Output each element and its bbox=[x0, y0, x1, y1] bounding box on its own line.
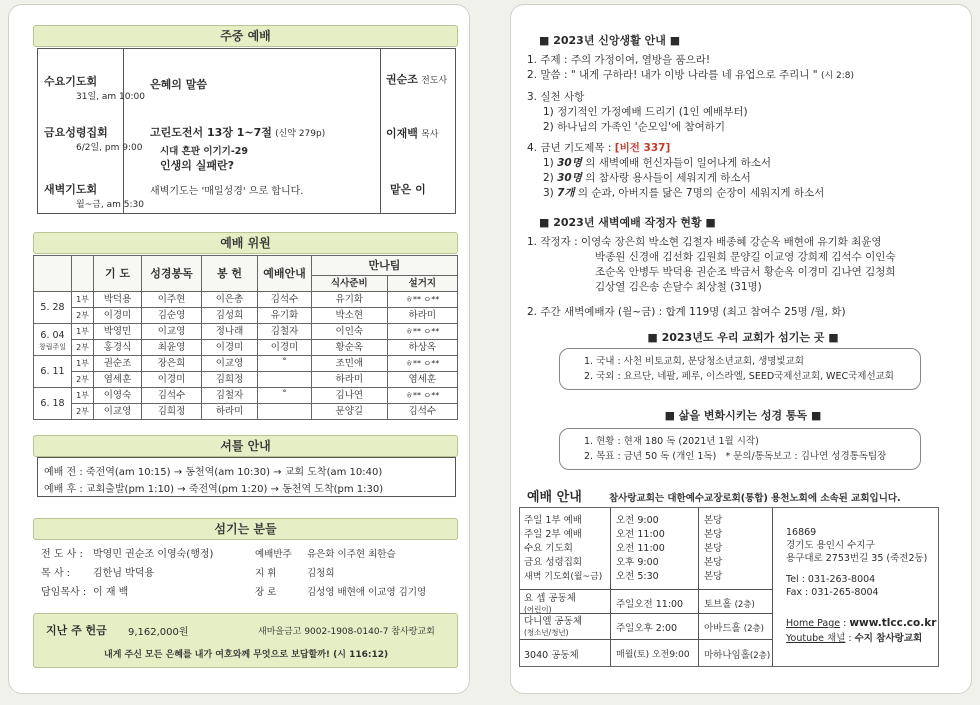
role-date: 6. 11 bbox=[40, 366, 65, 377]
conductor-name: 김청희 bbox=[307, 568, 335, 579]
role-reading: 최윤영 bbox=[142, 340, 202, 356]
fri-scripture-page: (신약 279p) bbox=[275, 129, 326, 139]
role-prayer: 박덕용 bbox=[94, 292, 142, 308]
service-name: 수요 기도회 bbox=[524, 543, 573, 554]
pastor-names: 김한님 박덕용 bbox=[93, 568, 155, 579]
offering-verse: 내게 주신 모든 은혜를 내가 여호와께 무엇으로 보답할까! (시 116:12) bbox=[104, 650, 389, 660]
group3040-name: 3040 공동체 bbox=[524, 650, 579, 661]
address-line-2: 용구대로 2753번길 35 (죽전2동) bbox=[786, 553, 928, 564]
offering-account: 새마을금고 9002-1908-0140-7 참사랑교회 bbox=[258, 627, 435, 637]
role-part: 1부 bbox=[72, 324, 94, 340]
kids-name: 요 셉 공동체 bbox=[524, 593, 576, 604]
roles-row bbox=[34, 372, 458, 388]
zip-code: 16869 bbox=[786, 527, 817, 538]
faith-practice-2: 2) 하나님의 가족인 '순모임'에 참여하기 bbox=[543, 121, 726, 133]
role-dish: 하라미 bbox=[387, 308, 457, 324]
service-name: 주일 1부 예배 bbox=[524, 515, 582, 526]
service-time: 오전 9:00 bbox=[616, 515, 659, 526]
church-address bbox=[786, 526, 927, 599]
role-date-cell bbox=[34, 324, 72, 356]
worship-info-title: 예배 안내 bbox=[527, 490, 582, 505]
role-guide: ˚ bbox=[258, 388, 312, 404]
role-part: 2부 bbox=[72, 308, 94, 324]
role-dish: 하상옥 bbox=[387, 340, 457, 356]
service-time: 오전 11:00 bbox=[616, 543, 665, 554]
shuttle-before-c: 교회 도착(am 10:40) bbox=[284, 467, 383, 478]
offering-amount: 9,162,000원 bbox=[128, 627, 189, 638]
conductor-label: 지 휘 bbox=[255, 568, 277, 579]
role-guide: 김철자 bbox=[258, 324, 312, 340]
role-date-cell bbox=[34, 388, 72, 420]
role-meal: 하라미 bbox=[312, 372, 388, 388]
role-reading: 장은희 bbox=[142, 356, 202, 372]
kids-floor: (2층) bbox=[734, 600, 755, 610]
faith-guide-title: ■ 2023년 신앙생활 안내 ■ bbox=[539, 34, 681, 47]
mission-box bbox=[559, 348, 921, 390]
prayer-3-text: 의 순과, 아버지를 닮은 7명의 순장이 세워지게 하소서 bbox=[577, 187, 825, 199]
servants-title: 섬기는 분들 bbox=[214, 522, 277, 536]
role-reading: 김석수 bbox=[142, 388, 202, 404]
role-offering: 김성희 bbox=[202, 308, 258, 324]
role-part: 1부 bbox=[72, 292, 94, 308]
role-prayer: 권순조 bbox=[94, 356, 142, 372]
wed-sermon-title: 은혜의 말씀 bbox=[150, 78, 207, 91]
left-page bbox=[8, 4, 470, 694]
col-prayer: 기 도 bbox=[94, 256, 142, 292]
prayer-3-num: 3) bbox=[543, 187, 554, 199]
role-dish: 염세훈 bbox=[387, 372, 457, 388]
bible-title: ■ 삶을 변화시키는 성경 통독 ■ bbox=[664, 409, 822, 422]
service-place: 본당 bbox=[704, 571, 723, 582]
accompanist-label: 예배반주 bbox=[255, 549, 292, 560]
role-date-cell bbox=[34, 292, 72, 324]
worship-info-box bbox=[519, 507, 939, 667]
roles-row bbox=[34, 340, 458, 356]
role-meal: 박소현 bbox=[312, 308, 388, 324]
arrow-icon: → bbox=[177, 484, 186, 495]
dawn-leader: 맡은 이 bbox=[390, 183, 426, 196]
role-guide: 김석수 bbox=[258, 292, 312, 308]
role-reading: 이교영 bbox=[142, 324, 202, 340]
service-row bbox=[524, 556, 770, 570]
group3040-floor: (2층) bbox=[749, 651, 771, 661]
role-offering: 김철자 bbox=[202, 388, 258, 404]
role-date-cell bbox=[34, 356, 72, 388]
right-page bbox=[510, 4, 972, 694]
role-date-note: 창립주일 bbox=[38, 343, 67, 351]
dawn-pledge-line-1: 이영숙 장은희 박소현 김철자 배종혜 강순옥 배현애 유기화 최윤영 bbox=[581, 236, 882, 248]
service-time: 오전 11:00 bbox=[616, 529, 665, 540]
role-meal: 이인숙 bbox=[312, 324, 388, 340]
arrow-icon: → bbox=[173, 467, 183, 478]
youtube-label: Youtube 채널 bbox=[786, 633, 846, 644]
kids-sub: (어린이) bbox=[524, 605, 552, 614]
dawn-pledge-line-4: 김상열 김은송 손달수 최상철 (31명) bbox=[595, 281, 762, 293]
shuttle-after-a: 교회출발(pm 1:10) bbox=[85, 484, 175, 495]
dawn-pledge-label: 1. 작정자 : bbox=[527, 236, 578, 248]
role-reading: 김희정 bbox=[142, 404, 202, 420]
service-row bbox=[524, 514, 770, 528]
shuttle-after-c: 동천역 도착(pm 1:30) bbox=[282, 484, 384, 495]
role-guide: 유기화 bbox=[258, 308, 312, 324]
role-date: 6. 18 bbox=[40, 398, 65, 409]
service-rows bbox=[524, 514, 770, 584]
mission-overseas: 2. 국외 : 요르단, 네팔, 페루, 이스라엘, SEED국제선교회, WEC국제선교회 bbox=[584, 371, 894, 382]
wed-service-time: 31일, am 10:00 bbox=[76, 92, 145, 102]
bible-box bbox=[559, 428, 921, 470]
fri-service-name: 금요성령집회 bbox=[44, 126, 108, 139]
service-row bbox=[524, 570, 770, 584]
homepage-link[interactable]: www.tlcc.co.kr bbox=[849, 617, 937, 629]
service-place: 본당 bbox=[704, 515, 723, 526]
role-meal: 김나연 bbox=[312, 388, 388, 404]
bible-goal: 2. 목표 : 금년 50 독 (개인 1독) bbox=[584, 451, 717, 462]
shuttle-box bbox=[37, 457, 456, 497]
role-guide bbox=[258, 404, 312, 420]
shuttle-before-b: 동천역(am 10:30) bbox=[185, 467, 270, 478]
role-offering: 이은총 bbox=[202, 292, 258, 308]
senior-pastor-label: 담임목사 : bbox=[41, 587, 87, 598]
col-reading: 성경봉독 bbox=[142, 256, 202, 292]
fri-preacher-role: 목사 bbox=[421, 130, 439, 140]
role-prayer: 박영민 bbox=[94, 324, 142, 340]
faith-vision-tag: [비전 337] bbox=[614, 142, 671, 154]
kids-time: 주일오전 11:00 bbox=[616, 599, 684, 610]
pastor-assist-names: 박영민 권순조 이영숙(행정) bbox=[93, 549, 214, 560]
faith-verse-ref: (시 2:8) bbox=[820, 71, 855, 81]
faith-theme: 1. 주제 : 주의 가정이여, 열방을 품으라! bbox=[527, 54, 711, 66]
elder-names: 김성영 배현애 이교영 김기영 bbox=[307, 587, 427, 598]
shuttle-after-b: 죽전역(pm 1:20) bbox=[188, 484, 268, 495]
faith-prayer-label: 4. 금년 기도제목 : bbox=[527, 142, 612, 154]
service-row bbox=[524, 528, 770, 542]
col-manna: 만나팀 bbox=[312, 256, 458, 276]
role-date: 6. 04 bbox=[40, 330, 65, 341]
dawn-note: 새벽기도는 '매일성경' 으로 합니다. bbox=[150, 186, 304, 197]
role-guide bbox=[258, 372, 312, 388]
youtube-link[interactable]: 수지 참사랑교회 bbox=[854, 633, 923, 644]
dawn-weekly-stats: 2. 주간 새벽예배자 (월~금) : 합계 119명 (최고 참여수 25명 /월, 화) bbox=[527, 306, 846, 318]
role-guide: 이경미 bbox=[258, 340, 312, 356]
weekly-worship-header bbox=[33, 25, 458, 47]
role-meal: 황순옥 bbox=[312, 340, 388, 356]
shuttle-title: 셔틀 안내 bbox=[220, 439, 271, 453]
servants-right bbox=[255, 545, 426, 602]
shuttle-before-label: 예배 전 : bbox=[44, 467, 83, 478]
prayer-2-count: 30명 bbox=[557, 172, 582, 184]
role-prayer: 이교영 bbox=[94, 404, 142, 420]
role-part: 2부 bbox=[72, 340, 94, 356]
role-prayer: 이영숙 bbox=[94, 388, 142, 404]
dawn-service-name: 새벽기도회 bbox=[44, 183, 98, 196]
role-dish: ㅎ** ㅇ** bbox=[387, 324, 457, 340]
mission-domestic: 1. 국내 : 사천 비토교회, 분당청소년교회, 생명빛교회 bbox=[584, 356, 804, 367]
prayer-3-count: 7개 bbox=[557, 187, 575, 199]
fri-scripture: 고린도전서 13장 1~7절 bbox=[150, 126, 272, 139]
service-name: 주일 2부 예배 bbox=[524, 529, 582, 540]
youth-name: 다니엘 공동체 bbox=[524, 616, 583, 627]
homepage-label: Home Page bbox=[786, 618, 841, 629]
faith-practice-1: 1) 정기적인 가정예배 드리기 (1인 예배부터) bbox=[543, 106, 748, 118]
youth-time: 주일오후 2:00 bbox=[616, 623, 678, 634]
dawn-pledge-line-2: 박종원 신경애 김선화 김원희 문양길 이교영 강희제 김석수 이인숙 bbox=[595, 251, 896, 263]
service-time: 오후 9:00 bbox=[616, 557, 659, 568]
group3040-place: 마하나임홀 bbox=[704, 650, 750, 661]
faith-verse: 2. 말씀 : " 내게 구하라! 내가 이방 나라를 네 유업으로 주리니 " bbox=[527, 69, 818, 81]
prayer-1-count: 30명 bbox=[557, 157, 582, 169]
role-offering: 하라미 bbox=[202, 404, 258, 420]
roles-row bbox=[34, 388, 458, 404]
faith-practice: 3. 실천 사항 bbox=[527, 91, 585, 103]
shuttle-before-a: 죽전역(am 10:15) bbox=[85, 467, 171, 478]
roles-title: 예배 위원 bbox=[220, 236, 271, 250]
youth-place: 아바드홀 bbox=[704, 623, 741, 634]
role-reading: 김순영 bbox=[142, 308, 202, 324]
fax-number: Fax : 031-265-8004 bbox=[786, 587, 879, 598]
weekly-worship-title: 주중 예배 bbox=[220, 29, 271, 43]
col-meal: 식사준비 bbox=[312, 276, 388, 292]
address-line-1: 경기도 용인시 수지구 bbox=[786, 540, 875, 551]
dawn-service-time: 월~금, am 5:30 bbox=[76, 200, 145, 210]
role-dish: ㅎ** ㅇ** bbox=[387, 356, 457, 372]
col-offering: 봉 헌 bbox=[202, 256, 258, 292]
youth-sub: (청소년/청년) bbox=[524, 628, 569, 637]
bible-contact: * 문의/통독보고 : 김나연 성경통독팀장 bbox=[725, 451, 887, 462]
prayer-2-text: 의 참사랑 용사들이 세워지게 하소서 bbox=[585, 172, 751, 184]
shuttle-header bbox=[33, 435, 458, 457]
role-date: 5. 28 bbox=[40, 302, 65, 313]
fri-subtitle-1: 시대 흔판 이기기-29 bbox=[160, 146, 249, 157]
wed-preacher-role: 전도사 bbox=[421, 76, 448, 86]
roles-header bbox=[33, 232, 458, 254]
service-place: 본당 bbox=[704, 543, 723, 554]
role-offering: 이교영 bbox=[202, 356, 258, 372]
roles-table bbox=[33, 255, 458, 420]
service-row bbox=[524, 542, 770, 556]
prayer-1-text: 의 새벽예배 헌신자들이 일어나게 하소서 bbox=[585, 157, 772, 169]
service-time: 오전 5:30 bbox=[616, 571, 659, 582]
prayer-2-num: 2) bbox=[543, 172, 554, 184]
youth-floor: (2층) bbox=[743, 624, 765, 634]
church-description: 참사랑교회는 대한예수교장로회(통합) 용천노회에 소속된 교회입니다. bbox=[609, 493, 901, 504]
service-name: 금요 성령집회 bbox=[524, 557, 583, 568]
wed-service-name: 수요기도회 bbox=[44, 75, 98, 88]
role-part: 2부 bbox=[72, 404, 94, 420]
kids-place: 토브홀 bbox=[704, 599, 732, 610]
offering-panel bbox=[33, 613, 458, 668]
col-dish: 설거지 bbox=[387, 276, 457, 292]
dawn-pledge-title: ■ 2023년 새벽예배 작정자 현황 ■ bbox=[539, 216, 716, 229]
role-prayer: 홍경식 bbox=[94, 340, 142, 356]
senior-pastor-name: 이 재 백 bbox=[93, 587, 129, 598]
role-part: 1부 bbox=[72, 356, 94, 372]
fri-subtitle-2: 인생의 실패란? bbox=[160, 159, 234, 172]
role-offering: 정나래 bbox=[202, 324, 258, 340]
role-offering: 김희정 bbox=[202, 372, 258, 388]
role-meal: 유기화 bbox=[312, 292, 388, 308]
servants-left bbox=[41, 545, 213, 602]
role-meal: 문양길 bbox=[312, 404, 388, 420]
role-reading: 이주현 bbox=[142, 292, 202, 308]
role-prayer: 염세훈 bbox=[94, 372, 142, 388]
shuttle-after-label: 예배 후 : bbox=[44, 484, 83, 495]
role-dish: ㅎ** ㅇ** bbox=[387, 292, 457, 308]
col-guide: 예배안내 bbox=[258, 256, 312, 292]
role-reading: 이경미 bbox=[142, 372, 202, 388]
dawn-pledge-list bbox=[527, 235, 896, 320]
bible-status: 1. 현황 : 현재 180 독 (2021년 1월 시작) bbox=[584, 436, 759, 447]
wed-preacher: 권순조 bbox=[386, 73, 418, 86]
role-offering: 이경미 bbox=[202, 340, 258, 356]
role-part: 1부 bbox=[72, 388, 94, 404]
pastor-assist-label: 전 도 사 : bbox=[41, 549, 83, 560]
church-links: Home Page : www.tlcc.co.kr Youtube 채널 : 수지 참사랑교회 bbox=[786, 617, 937, 644]
phone-number: Tel : 031-263-8004 bbox=[786, 574, 876, 585]
faith-guide-list bbox=[527, 53, 854, 201]
role-part: 2부 bbox=[72, 372, 94, 388]
servants-header bbox=[33, 518, 458, 540]
role-prayer: 이경미 bbox=[94, 308, 142, 324]
weekly-worship-box bbox=[37, 48, 456, 214]
arrow-icon: → bbox=[273, 467, 282, 478]
roles-row bbox=[34, 292, 458, 308]
role-dish: 김석수 bbox=[387, 404, 457, 420]
fri-service-time: 6/2일, pm 9:00 bbox=[76, 143, 143, 153]
service-place: 본당 bbox=[704, 529, 723, 540]
prayer-1-num: 1) bbox=[543, 157, 554, 169]
elder-label: 장 로 bbox=[255, 587, 277, 598]
accompanist-names: 유은화 이주현 최한슬 bbox=[307, 549, 396, 560]
roles-row bbox=[34, 356, 458, 372]
roles-row bbox=[34, 404, 458, 420]
group3040-time: 매월(토) 오전9:00 bbox=[616, 650, 690, 660]
roles-row bbox=[34, 324, 458, 340]
pastor-label: 목 사 : bbox=[41, 568, 71, 579]
service-place: 본당 bbox=[704, 557, 723, 568]
offering-label: 지난 주 헌금 bbox=[46, 624, 107, 637]
role-dish: ㅎ** ㅇ** bbox=[387, 388, 457, 404]
role-meal: 조민애 bbox=[312, 356, 388, 372]
arrow-icon: → bbox=[270, 484, 279, 495]
roles-row bbox=[34, 308, 458, 324]
role-guide: ˚ bbox=[258, 356, 312, 372]
service-name: 새벽 기도회(월~금) bbox=[524, 572, 603, 582]
fri-preacher: 이재백 bbox=[386, 127, 418, 140]
dawn-pledge-line-3: 조순옥 안병두 박덕용 권순조 박금서 황순옥 이경미 김나연 김청희 bbox=[595, 266, 896, 278]
mission-title: ■ 2023년도 우리 교회가 섬기는 곳 ■ bbox=[647, 331, 839, 344]
